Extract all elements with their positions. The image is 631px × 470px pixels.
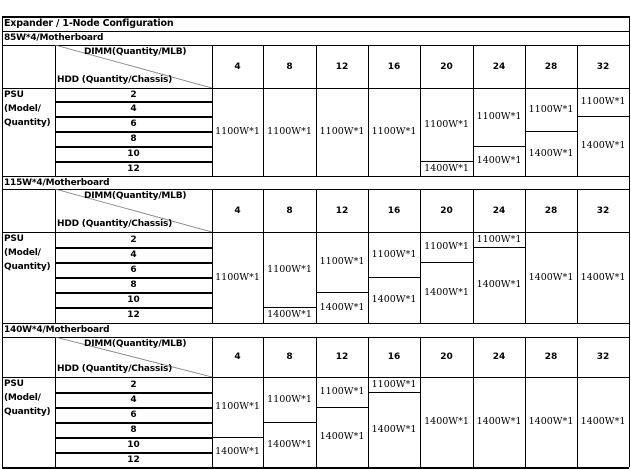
hdd-row-4: 4 xyxy=(130,103,137,114)
dimm-column-line xyxy=(629,337,630,467)
section-title: 140W*4/Motherboard xyxy=(4,325,110,335)
section-title: 115W*4/Motherboard xyxy=(4,178,110,188)
psu-value: 1100W*1 xyxy=(476,233,522,245)
psu-value: 1400W*1 xyxy=(528,271,574,283)
psu-value: 1400W*1 xyxy=(580,416,626,427)
psu-value: 1100W*1 xyxy=(267,126,312,137)
dimm-column-32: 32 xyxy=(596,352,610,362)
psu-value: 1400W*1 xyxy=(580,271,626,283)
psu-value: 1400W*1 xyxy=(424,416,469,427)
psu-value: 1100W*1 xyxy=(215,126,260,137)
dimm-column-4: 4 xyxy=(234,205,241,216)
dimm-column-28: 28 xyxy=(544,205,558,216)
hdd-row-line xyxy=(55,262,212,264)
table-left-border xyxy=(2,16,3,467)
psu-value: 1400W*1 xyxy=(528,147,574,159)
cell-divider xyxy=(368,392,420,393)
dimm-column-28: 28 xyxy=(544,61,558,72)
cell-divider xyxy=(263,422,316,423)
dimm-column-12: 12 xyxy=(335,352,349,362)
dimm-column-16: 16 xyxy=(387,352,401,362)
dimm-column-28: 28 xyxy=(544,352,558,362)
psu-value: 1400W*1 xyxy=(424,162,469,174)
psu-value: 1100W*1 xyxy=(424,118,469,130)
dimm-column-32: 32 xyxy=(596,61,610,72)
dimm-column-24: 24 xyxy=(492,61,506,72)
hdd-row-line xyxy=(55,116,212,118)
header-divider xyxy=(2,232,629,233)
header-divider xyxy=(2,88,629,89)
psu-quantity-label: Quantity) xyxy=(4,407,51,417)
hdd-row-line xyxy=(55,146,212,148)
dimm-column-16: 16 xyxy=(387,205,401,216)
hdd-row-line xyxy=(55,292,212,294)
hdd-row-6: 6 xyxy=(130,409,137,420)
psu-value: 1400W*1 xyxy=(319,431,365,442)
psu-value: 1100W*1 xyxy=(215,271,260,283)
psu-value: 1400W*1 xyxy=(580,140,626,151)
cell-divider xyxy=(473,247,525,248)
psu-value: 1100W*1 xyxy=(215,401,260,412)
hdd-row-4: 4 xyxy=(130,249,137,260)
psu-value: 1400W*1 xyxy=(319,301,365,313)
hdd-row-2: 2 xyxy=(130,379,137,390)
psu-value: 1100W*1 xyxy=(267,393,312,405)
psu-value: 1400W*1 xyxy=(267,438,312,450)
section-bottom-line xyxy=(2,467,629,469)
dimm-column-20: 20 xyxy=(440,352,453,362)
psu-value: 1400W*1 xyxy=(371,423,417,435)
dimm-column-8: 8 xyxy=(286,352,293,362)
psu-value: 1400W*1 xyxy=(371,294,417,305)
hdd-header-label: HDD (Quantity/Chassis) xyxy=(57,364,173,374)
hdd-row-8: 8 xyxy=(130,133,137,144)
psu-value: 1100W*1 xyxy=(424,241,469,252)
psu-value: 1100W*1 xyxy=(319,126,365,137)
table-top-border xyxy=(2,16,629,18)
section-bottom-line xyxy=(2,176,629,177)
psu-value: 1400W*1 xyxy=(267,309,312,320)
cell-divider xyxy=(577,116,629,117)
dimm-column-8: 8 xyxy=(286,61,293,72)
hdd-row-line xyxy=(55,392,212,394)
cell-divider xyxy=(420,161,473,162)
hdd-row-12: 12 xyxy=(127,454,140,465)
dimm-header-label: DIMM(Quantity/MLB) xyxy=(84,339,187,349)
psu-label: PSU xyxy=(4,379,24,389)
psu-value: 1400W*1 xyxy=(476,416,522,427)
hdd-row-8: 8 xyxy=(130,424,137,435)
hdd-row-line xyxy=(55,101,212,103)
psu-value: 1400W*1 xyxy=(528,416,574,427)
psu-value: 1100W*1 xyxy=(476,111,522,122)
psu-value: 1100W*1 xyxy=(371,126,417,137)
hdd-row-line xyxy=(55,437,212,439)
dimm-header-label: DIMM(Quantity/MLB) xyxy=(84,191,187,201)
dimm-column-24: 24 xyxy=(492,352,506,362)
psu-value: 1400W*1 xyxy=(476,279,522,290)
psu-value: 1100W*1 xyxy=(319,386,365,397)
psu-value: 1100W*1 xyxy=(319,256,365,267)
hdd-row-12: 12 xyxy=(127,310,140,320)
dimm-column-20: 20 xyxy=(440,61,453,72)
hdd-row-line xyxy=(55,307,212,309)
psu-quantity-label: Quantity) xyxy=(4,262,51,272)
dimm-column-16: 16 xyxy=(387,61,401,72)
hdd-row-8: 8 xyxy=(130,279,137,290)
cell-divider xyxy=(420,262,473,263)
hdd-header-label: HDD (Quantity/Chassis) xyxy=(57,75,173,85)
psu-label: PSU xyxy=(4,234,24,244)
hdd-row-6: 6 xyxy=(130,264,137,275)
hdd-row-2: 2 xyxy=(130,89,137,100)
hdd-row-line xyxy=(55,131,212,133)
psu-model-label: (Model/ xyxy=(4,248,41,258)
psu-value: 1100W*1 xyxy=(580,96,626,107)
psu-value: 1400W*1 xyxy=(215,446,260,457)
hdd-row-10: 10 xyxy=(127,439,140,450)
cell-divider xyxy=(263,307,316,308)
psu-value: 1100W*1 xyxy=(267,263,312,275)
hdd-row-2: 2 xyxy=(130,234,137,245)
psu-model-label: (Model/ xyxy=(4,393,41,403)
dimm-column-12: 12 xyxy=(335,205,349,216)
hdd-row-line xyxy=(55,422,212,424)
dimm-column-4: 4 xyxy=(234,61,241,72)
hdd-row-6: 6 xyxy=(130,118,137,129)
cell-divider xyxy=(212,437,263,438)
cell-divider xyxy=(525,131,577,132)
hdd-row-4: 4 xyxy=(130,394,137,405)
header-divider xyxy=(2,377,629,378)
hdd-row-line xyxy=(55,161,212,163)
table-title: Expander / 1-Node Configuration xyxy=(4,18,174,29)
section-title: 85W*4/Motherboard xyxy=(4,33,104,43)
cell-divider xyxy=(316,407,368,408)
hdd-row-10: 10 xyxy=(127,294,140,305)
hdd-row-line xyxy=(55,277,212,279)
hdd-row-10: 10 xyxy=(127,148,140,159)
hdd-row-line xyxy=(55,407,212,409)
dimm-column-line xyxy=(629,45,630,176)
psu-value: 1400W*1 xyxy=(476,155,522,166)
dimm-header-label: DIMM(Quantity/MLB) xyxy=(84,47,187,57)
cell-divider xyxy=(316,292,368,293)
psu-label: PSU xyxy=(4,90,24,100)
title-divider xyxy=(2,31,629,32)
psu-model-label: (Model/ xyxy=(4,104,41,114)
cell-divider xyxy=(368,277,420,278)
psu-quantity-label: Quantity) xyxy=(4,118,51,128)
dimm-column-12: 12 xyxy=(335,61,349,72)
hdd-row-12: 12 xyxy=(127,163,140,174)
dimm-column-24: 24 xyxy=(492,205,506,216)
psu-value: 1100W*1 xyxy=(371,378,417,390)
hdd-row-line xyxy=(55,247,212,249)
dimm-column-20: 20 xyxy=(440,205,453,216)
psu-value: 1100W*1 xyxy=(371,248,417,260)
dimm-column-8: 8 xyxy=(286,205,293,216)
section-bottom-line xyxy=(2,323,629,324)
hdd-row-line xyxy=(55,452,212,454)
psu-value: 1400W*1 xyxy=(424,286,469,298)
dimm-column-32: 32 xyxy=(596,205,610,216)
dimm-column-line xyxy=(629,189,630,323)
psu-value: 1100W*1 xyxy=(528,103,574,115)
hdd-header-label: HDD (Quantity/Chassis) xyxy=(57,219,173,229)
dimm-column-4: 4 xyxy=(234,352,241,362)
cell-divider xyxy=(473,146,525,147)
